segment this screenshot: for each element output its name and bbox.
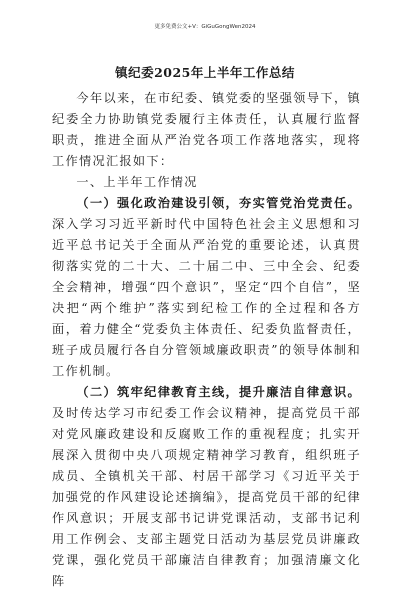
item-2-paragraph (52, 382, 361, 592)
intro-paragraph: 今年以来，在市纪委、镇党委的坚强领导下，镇纪委全力协助镇党委履行主体责任，认真履行监督职责，推进全面从严治党各项工作落地落实，现将工作情况汇报如下： (52, 91, 361, 168)
item-1-paragraph (52, 193, 361, 382)
item-2-text: 及时传达学习市纪委工作会议精神，提高党员干部对党风廉政建设和反腐败工作的重视程度；扎实开展深入贯彻中央八项规定精神学习教育，组织班子成员、全镇机关干部、村居干部学习《习近平关于加强党的作风建设论述摘编》，提高党员干部的纪律作风意识；开展支部书记讲党课活动，支部书记利用工作例会、支部主题党日活动为基层党员讲廉政党课，强化党员干部廉洁自律教育；加强清廉文化阵 (52, 406, 361, 588)
document-body (52, 88, 361, 592)
section-heading: 一、上半年工作情况 (76, 175, 198, 189)
header-note: 更多免费公文+V：GiGuGongWen2024 (154, 24, 256, 30)
item-2-heading: （二）筑牢纪律教育主线，提升廉洁自律意识。 (76, 385, 361, 399)
item-1-heading: （一）强化政治建设引领，夯实管党治党责任。 (76, 196, 361, 210)
document-title: 镇纪委2025年上半年工作总结 (115, 65, 295, 80)
item-1-text: 深入学习习近平新时代中国特色社会主义思想和习近平总书记关于全面从严治党的重要论述，认真贯彻落实党的二十大、二十届二中、三中全会、纪委全会精神，增强“四个意识”，坚定“四个自信”，坚决把“两个维护”落实到纪检工作的全过程和各方面，着力健全“党委负主体责任、纪委负监督责任，班子成员履行各自分管领域廉政职责”的领导体制和工作机制。 (52, 217, 361, 378)
